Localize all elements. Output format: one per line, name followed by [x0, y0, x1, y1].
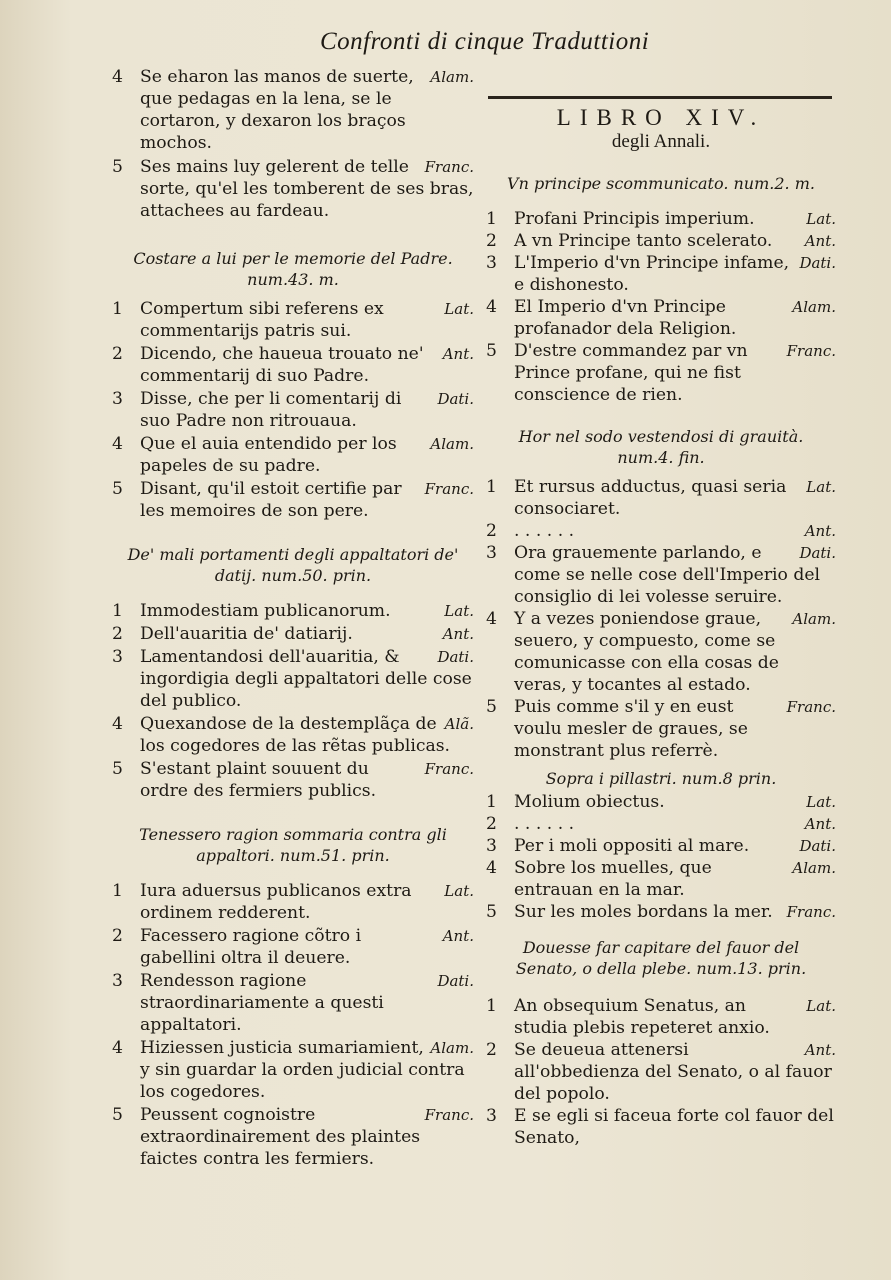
- source-abbrev: Lat.: [444, 882, 474, 900]
- entry-number: 1: [112, 601, 123, 621]
- source-abbrev: Franc.: [786, 903, 836, 921]
- entry-text: Dati. Ora grauemente parlando, e come se nelle cose dell'Imperio del consiglio di lei volesse seruire.: [514, 543, 836, 607]
- running-head: Confronti di cinque Traduttioni: [320, 28, 650, 55]
- entry: [486, 340, 836, 406]
- entry-text: Lat. An obsequium Senatus, an studia plebis repeteret anxio.: [514, 996, 836, 1038]
- source-abbrev: Ant.: [442, 625, 474, 643]
- entry-number: 4: [112, 1038, 123, 1058]
- entry-text: Alam. Y a vezes poniendose graue, seuero, y compuesto, come se comunicasse con ella cosas de veras, y tocantes al estado.: [514, 609, 836, 695]
- entry-text: Lat. Et rursus adductus, quasi seria consociaret.: [514, 477, 836, 519]
- book-subtitle: degli Annali.: [611, 131, 711, 152]
- section-heading: Costare a lui per le memorie del Padre. num.43. m.: [133, 249, 453, 289]
- source-abbrev: Dati.: [799, 544, 836, 562]
- right-column: [486, 66, 836, 1149]
- entry: [112, 880, 474, 924]
- source-abbrev: Dati.: [437, 648, 474, 666]
- entry: [112, 298, 474, 342]
- entry-number: 3: [486, 543, 497, 563]
- entry-number: 2: [112, 344, 123, 364]
- entry-text: Franc. Sur les moles bordans la mer.: [514, 902, 836, 922]
- section-heading: Tenessero ragion sommaria contra gli appaltori. num.51. prin.: [139, 825, 447, 865]
- entry-number: 1: [112, 299, 123, 319]
- entry-text: Alam. Que el auia entendido per los papeles de su padre.: [140, 434, 474, 476]
- entry: [486, 1105, 836, 1149]
- entry: [112, 156, 474, 222]
- entry: [112, 433, 474, 477]
- source-abbrev: Franc.: [424, 760, 474, 778]
- top-rule: [488, 96, 832, 99]
- entry: [486, 835, 836, 857]
- entry: [486, 857, 836, 901]
- entry-number: 5: [112, 1105, 123, 1125]
- entry-text: Lat. Profani Principis imperium.: [514, 209, 836, 229]
- source-abbrev: Ant.: [804, 815, 836, 833]
- entry-text: Dati. Per i moli oppositi al mare.: [514, 836, 836, 856]
- entry: [112, 1037, 474, 1103]
- entry: [486, 296, 836, 340]
- source-abbrev: Franc.: [424, 1106, 474, 1124]
- source-abbrev: Lat.: [806, 793, 836, 811]
- entry: [112, 646, 474, 712]
- source-abbrev: Lat.: [806, 997, 836, 1015]
- source-abbrev: Lat.: [444, 300, 474, 318]
- source-abbrev: Alam.: [430, 435, 474, 453]
- entry-number: 1: [486, 477, 497, 497]
- entry-number: 5: [486, 902, 497, 922]
- entry-number: 1: [486, 792, 497, 812]
- entry-text: Lat. Immodestiam publicanorum.: [140, 601, 474, 621]
- entry: [486, 520, 836, 542]
- entry: [486, 901, 836, 923]
- entry: [486, 208, 836, 230]
- entry-text: Ant. . . . . . .: [514, 521, 836, 541]
- entry: [486, 252, 836, 296]
- entry-number: 3: [112, 971, 123, 991]
- entry-text: Lat. Compertum sibi referens ex commentarijs patris sui.: [140, 299, 474, 341]
- entry: [486, 1039, 836, 1105]
- entry: [486, 791, 836, 813]
- entry-text: Alam. Se eharon las manos de suerte, que pedagas en la lena, se le cortaron, y dexaron los braços mochos.: [140, 67, 474, 153]
- entry-text: Ant. Dell'auaritia de' datiarij.: [140, 624, 474, 644]
- source-abbrev: Dati.: [799, 254, 836, 272]
- source-abbrev: Ant.: [804, 1041, 836, 1059]
- source-abbrev: Dati.: [799, 837, 836, 855]
- entry-text: Alam. Sobre los muelles, que entrauan en la mar.: [514, 858, 836, 900]
- entry: [112, 1104, 474, 1170]
- entry-number: 2: [486, 521, 497, 541]
- section-heading: Sopra i pillastri. num.8 prin.: [545, 769, 777, 788]
- entry: [112, 343, 474, 387]
- entry-number: 5: [486, 697, 497, 717]
- entry-text: Alam. El Imperio d'vn Principe profanador dela Religion.: [514, 297, 836, 339]
- entry-text: Alam. Hiziessen justicia sumariamient, y sin guardar la orden judicial contra los cogedores.: [140, 1038, 474, 1102]
- left-column: [112, 66, 474, 1171]
- entry: [112, 66, 474, 154]
- entry: [486, 230, 836, 252]
- section-heading: Hor nel sodo vestendosi di grauità. num.4. fin.: [518, 427, 804, 467]
- entry: [112, 925, 474, 969]
- entry-number: 2: [486, 814, 497, 834]
- entry-number: 4: [486, 297, 497, 317]
- source-abbrev: Franc.: [786, 698, 836, 716]
- source-abbrev: Alã.: [444, 715, 474, 733]
- entry-number: 5: [486, 341, 497, 361]
- section-heading: Douesse far capitare del fauor del Senato, o della plebe. num.13. prin.: [515, 938, 807, 978]
- entry-number: 4: [112, 67, 123, 87]
- entry-text: Alã. Quexandose de la destemplãça de los cogedores de las rẽtas publicas.: [140, 714, 474, 756]
- entry-number: 4: [112, 434, 123, 454]
- entry-text: Dati. Disse, che per li comentarij di suo Padre non ritrouaua.: [140, 389, 474, 431]
- source-abbrev: Franc.: [786, 342, 836, 360]
- entry-number: 3: [486, 1106, 497, 1126]
- source-abbrev: Alam.: [430, 68, 474, 86]
- entry-number: 5: [112, 759, 123, 779]
- entry-text: Franc. D'estre commandez par vn Prince profane, qui ne fist conscience de rien.: [514, 341, 836, 405]
- entry-text: Ant. Facessero ragione cõtro i gabellini oltra il deuere.: [140, 926, 474, 968]
- source-abbrev: Lat.: [806, 478, 836, 496]
- source-abbrev: Lat.: [806, 210, 836, 228]
- entry-number: 5: [112, 157, 123, 177]
- source-abbrev: Ant.: [804, 522, 836, 540]
- entry-number: 1: [112, 881, 123, 901]
- entry: [112, 600, 474, 622]
- entry-text: Franc. Puis comme s'il y en eust voulu mesler de graues, se monstrant plus referrè.: [514, 697, 836, 761]
- entry-text: Dati. Rendesson ragione straordinariamente a questi appaltatori.: [140, 971, 474, 1035]
- entry-text: Ant. . . . . . .: [514, 814, 836, 834]
- entry-text: Ant. Se deueua attenersi all'obbedienza del Senato, o al fauor del popolo.: [514, 1040, 836, 1104]
- source-abbrev: Ant.: [804, 232, 836, 250]
- entry: [112, 388, 474, 432]
- entry-number: 3: [486, 836, 497, 856]
- entry-text: Franc. S'estant plaint souuent du ordre des fermiers publics.: [140, 759, 474, 801]
- entry-text: E se egli si faceua forte col fauor del Senato,: [514, 1106, 834, 1148]
- source-abbrev: Dati.: [437, 972, 474, 990]
- entry: [486, 995, 836, 1039]
- entry-text: Dati. L'Imperio d'vn Principe infame, e dishonesto.: [514, 253, 836, 295]
- entry: [112, 970, 474, 1036]
- entry: [112, 713, 474, 757]
- source-abbrev: Ant.: [442, 927, 474, 945]
- entry: [486, 608, 836, 696]
- source-abbrev: Dati.: [437, 390, 474, 408]
- entry-text: Dati. Lamentandosi dell'auaritia, & ingordigia degli appaltatori delle cose del publico.: [140, 647, 474, 711]
- entry-number: 3: [486, 253, 497, 273]
- entry-text: Franc. Disant, qu'il estoit certifie par les memoires de son pere.: [140, 479, 474, 521]
- source-abbrev: Franc.: [424, 158, 474, 176]
- entry: [112, 478, 474, 522]
- entry-number: 3: [112, 389, 123, 409]
- source-abbrev: Alam.: [792, 859, 836, 877]
- entry-text: Franc. Peussent cognoistre extraordinairement des plaintes faictes contra les fermiers.: [140, 1105, 474, 1169]
- entry: [486, 542, 836, 608]
- entry: [486, 476, 836, 520]
- entry: [112, 623, 474, 645]
- entry-number: 2: [486, 231, 497, 251]
- entry-number: 1: [486, 209, 497, 229]
- source-abbrev: Franc.: [424, 480, 474, 498]
- section-heading: Vn principe scommunicato. num.2. m.: [507, 174, 815, 193]
- entry-text: Franc. Ses mains luy gelerent de telle sorte, qu'el les tomberent de ses bras, attachees au fardeau.: [140, 157, 474, 221]
- source-abbrev: Alam.: [792, 610, 836, 628]
- entry-number: 1: [486, 996, 497, 1016]
- entry: [486, 696, 836, 762]
- entry-number: 4: [112, 714, 123, 734]
- entry: [112, 758, 474, 802]
- entry-number: 2: [486, 1040, 497, 1060]
- section-heading: De' mali portamenti degli appaltatori de' datij. num.50. prin.: [127, 545, 459, 585]
- entry: [486, 813, 836, 835]
- source-abbrev: Alam.: [430, 1039, 474, 1057]
- entry-text: Ant. Dicendo, che haueua trouato ne' commentarij di suo Padre.: [140, 344, 474, 386]
- entry-text: Lat. Iura aduersus publicanos extra ordinem redderent.: [140, 881, 474, 923]
- entry-text: Lat. Molium obiectus.: [514, 792, 836, 812]
- book-title: LIBRO XIV.: [556, 105, 766, 130]
- entry-number: 3: [112, 647, 123, 667]
- source-abbrev: Lat.: [444, 602, 474, 620]
- entry-number: 2: [112, 926, 123, 946]
- source-abbrev: Alam.: [792, 298, 836, 316]
- source-abbrev: Ant.: [442, 345, 474, 363]
- entry-text: Ant. A vn Principe tanto scelerato.: [514, 231, 836, 251]
- entry-number: 5: [112, 479, 123, 499]
- entry-number: 2: [112, 624, 123, 644]
- entry-number: 4: [486, 858, 497, 878]
- entry-number: 4: [486, 609, 497, 629]
